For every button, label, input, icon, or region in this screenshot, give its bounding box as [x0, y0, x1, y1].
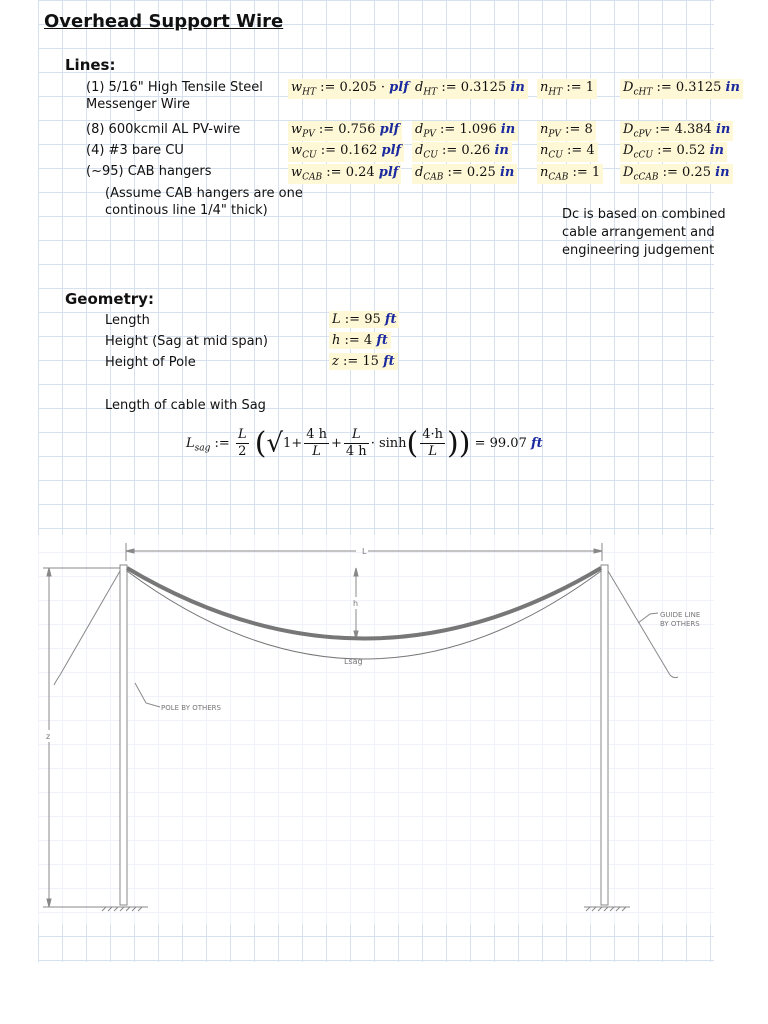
line-desc-ht: (1) 5/16" High Tensile Steel — [86, 80, 263, 95]
dc-note-1: Dc is based on combined — [562, 207, 726, 222]
overhead-wire-drawing — [38, 535, 714, 925]
geom-label-height: Height (Sag at mid span) — [105, 334, 268, 349]
line-desc-pv: (8) 600kcmil AL PV-wire — [86, 122, 241, 137]
dc-pv-definition: $D_{cPV}$ := 4.384 in — [620, 121, 733, 141]
height-definition: h := 4 ft — [329, 332, 391, 349]
cab-note-2: continous line 1/4" thick) — [105, 203, 268, 218]
page-title: Overhead Support Wire — [44, 11, 284, 32]
d-ht-definition: $d_{HT}$ := 0.3125 in — [412, 79, 528, 99]
dc-cab-definition: $D_{cCAB}$ := 0.25 in — [620, 164, 733, 184]
guide-line-label-2: BY OTHERS — [660, 620, 700, 628]
cab-note-1: (Assume CAB hangers are one — [105, 186, 303, 201]
dim-label-lsag: Lsag — [344, 657, 363, 666]
line-desc-cab: (~95) CAB hangers — [86, 164, 212, 179]
w-cu-definition: $w_{CU}$ := 0.162 plf — [288, 142, 404, 162]
pole-label: POLE BY OTHERS — [161, 704, 221, 712]
dim-label-h: h — [353, 599, 359, 608]
n-pv-definition: $n_{PV}$ := 8 — [537, 121, 596, 141]
line-desc-cu: (4) #3 bare CU — [86, 143, 184, 158]
sag-formula: $L_{sag}$ := $\frac{L}{2}$ (√1+ $\frac{4 h}{L}$ + $\frac{L}{4 h}$ · sinh( $\frac{4\cdot h}{L}$ )) = 99.07 ft — [186, 426, 543, 461]
lines-heading: Lines: — [65, 56, 116, 74]
n-cab-definition: $n_{CAB}$ := 1 — [537, 164, 603, 184]
dc-note-3: engineering judgement — [562, 243, 715, 258]
dc-cu-definition: $D_{cCU}$ := 0.52 in — [620, 142, 727, 162]
d-cu-definition: $d_{CU}$ := 0.26 in — [412, 142, 512, 162]
w-ht-definition: $w_{HT}$ := 0.205 · plf — [288, 79, 412, 99]
w-pv-definition: $w_{PV}$ := 0.756 plf — [288, 121, 402, 141]
line-desc-ht-2: Messenger Wire — [86, 97, 190, 112]
sag-length-label: Length of cable with Sag — [105, 398, 266, 413]
dim-label-z: z — [46, 732, 51, 741]
dc-ht-definition: $D_{cHT}$ := 0.3125 in — [620, 79, 743, 99]
w-cab-definition: $w_{CAB}$ := 0.24 plf — [288, 164, 401, 184]
d-pv-definition: $d_{PV}$ := 1.096 in — [412, 121, 518, 141]
geometry-heading: Geometry: — [65, 290, 154, 308]
n-cu-definition: $n_{CU}$ := 4 — [537, 142, 598, 162]
d-cab-definition: $d_{CAB}$ := 0.25 in — [412, 164, 517, 184]
length-definition: L := 95 ft — [329, 311, 399, 328]
n-ht-definition: $n_{HT}$ := 1 — [537, 79, 597, 99]
dc-note-2: cable arrangement and — [562, 225, 715, 240]
geom-label-pole: Height of Pole — [105, 355, 196, 370]
guide-line-label-1: GUIDE LINE — [660, 611, 701, 619]
geom-label-length: Length — [105, 313, 150, 328]
pole-height-definition: z := 15 ft — [329, 353, 398, 370]
dim-label-L: L — [362, 547, 367, 556]
